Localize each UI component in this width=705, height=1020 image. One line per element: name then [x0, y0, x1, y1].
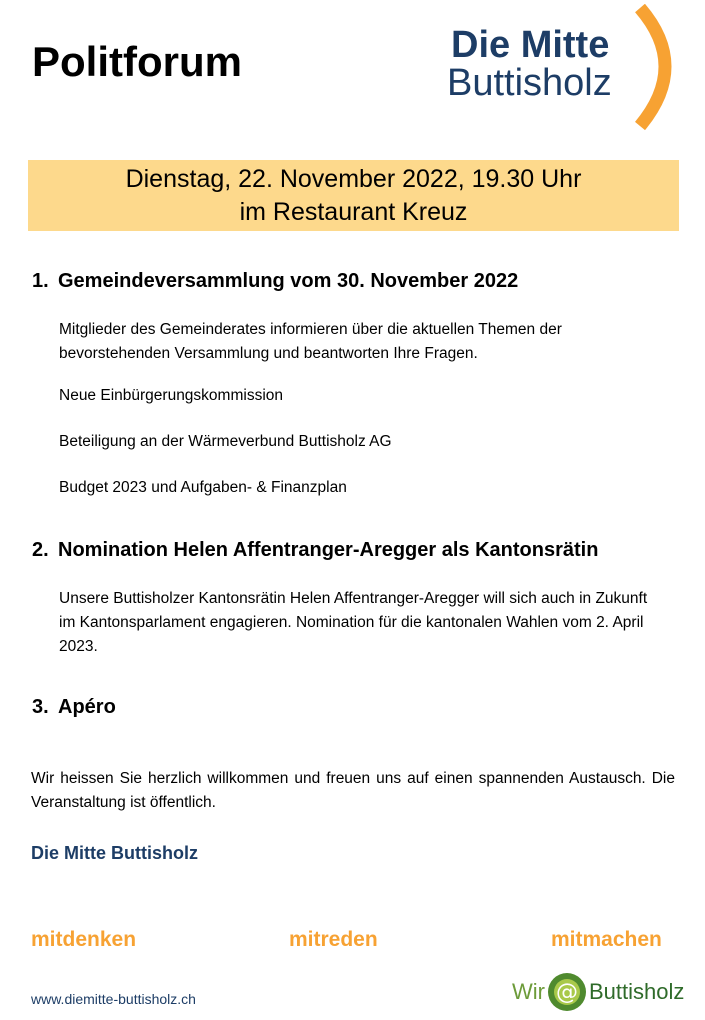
signature: Die Mitte Buttisholz	[31, 843, 198, 863]
closing-text: Wir heissen Sie herzlich willkommen und freuen uns auf einen spannenden Austausch. Die Veranstaltung ist öffentlich.	[31, 770, 675, 811]
logo-text-right: Buttisholz	[588, 979, 685, 1004]
page-title: Politforum	[32, 38, 242, 85]
logo-text-left: Wir	[512, 979, 545, 1004]
section-heading: 2. Nomination Helen Affentranger-Aregger als Kantonsrätin	[32, 539, 599, 561]
logo-line1: Die Mitte	[451, 24, 610, 66]
section-heading: 3. Apéro	[32, 696, 116, 718]
wir-buttisholz-logo	[512, 970, 684, 1014]
paragraph: Neue Einbürgerungskommission	[59, 387, 284, 404]
paragraph: Beteiligung an der Wärmeverbund Buttisholz AG	[59, 433, 392, 450]
slogan: mitdenken	[31, 928, 137, 951]
slogan: mitreden	[289, 928, 378, 951]
website-link[interactable]: www.diemitte-buttisholz.ch	[31, 991, 196, 1007]
event-location: im Restaurant Kreuz	[239, 198, 468, 226]
section-heading: 1. Gemeindeversammlung vom 30. November 2022	[32, 270, 519, 292]
paragraph: Mitglieder des Gemeinderates informieren über die aktuellen Themen der bevorstehenden Versammlung und beantworten Ihre Fragen.	[59, 321, 562, 362]
event-banner	[28, 160, 679, 231]
paragraph: Budget 2023 und Aufgaben- & Finanzplan	[59, 479, 347, 496]
paragraph: Unsere Buttisholzer Kantonsrätin Helen Affentranger-Aregger will sich auch in Zukunft im Kantonsparlament engagieren. Nomination für die kantonalen Wahlen vom 2. April 2023.	[59, 590, 648, 655]
slogan: mitmachen	[551, 928, 662, 951]
logo-line2: Buttisholz	[447, 62, 612, 104]
logo-arc-icon	[600, 4, 690, 134]
svg-text:@: @	[555, 980, 578, 1005]
event-date: Dienstag, 22. November 2022, 19.30 Uhr	[125, 165, 582, 193]
at-swirl-icon	[545, 970, 589, 1014]
